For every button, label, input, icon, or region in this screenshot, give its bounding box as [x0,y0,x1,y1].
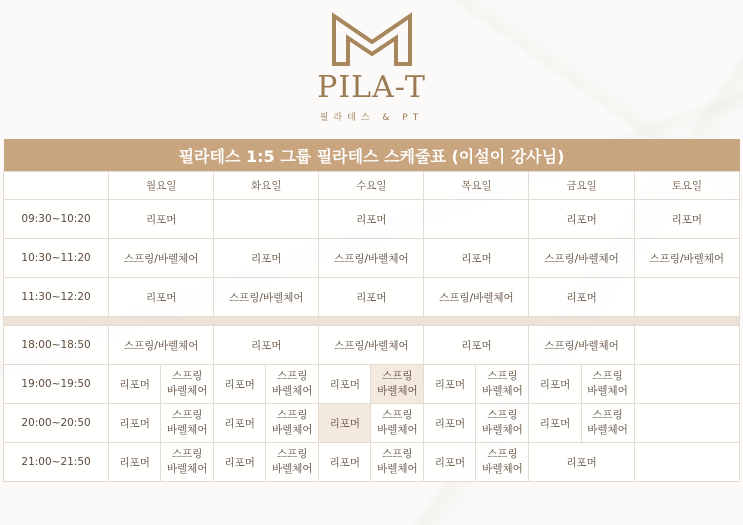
class-cell: 스프링/바렐체어 [424,278,529,317]
class-cell: 스프링/바렐체어 [634,239,739,278]
class-cell: 스프링/바렐체어 [529,239,634,278]
class-cell [476,443,529,482]
class-cell: 리포머 [214,404,266,443]
class-cell [266,443,319,482]
class-cell: 리포머 [529,443,634,482]
class-label: 스프링 바렐체어 [482,448,523,475]
time-cell: 10:30~11:20 [4,239,109,278]
class-cell: 리포머 [109,404,161,443]
table-row [4,239,740,278]
class-label: 스프링 바렐체어 [377,409,418,436]
class-cell: 리포머 [529,365,581,404]
class-cell [634,278,739,317]
table-row [4,326,740,365]
class-label: 스프링 바렐체어 [271,409,313,436]
class-cell: 리포머 [109,278,214,317]
time-cell: 21:00~21:50 [4,443,109,482]
day-wednesday: 수요일 [319,172,424,200]
class-cell: 리포머 [634,200,739,239]
class-label: 스프링 바렐체어 [482,370,523,397]
bowtie-logo-icon [330,12,414,68]
day-thursday: 목요일 [424,172,529,200]
class-cell: 스프링/바렐체어 [109,326,214,365]
class-cell: 리포머 [214,326,319,365]
class-cell [581,365,634,404]
class-cell [371,404,424,443]
class-cell: 스프링/바렐체어 [214,278,319,317]
class-cell: 리포머 [424,443,476,482]
class-label: 스프링 바렐체어 [166,370,208,397]
time-cell: 20:00~20:50 [4,404,109,443]
class-cell [634,326,739,365]
class-cell: 리포머 [109,443,161,482]
class-cell: 스프링/바렐체어 [109,239,214,278]
day-friday: 금요일 [529,172,634,200]
class-label: 스프링 바렐체어 [587,370,628,397]
class-cell [476,365,529,404]
class-cell: 리포머 [529,278,634,317]
table-row [4,200,740,239]
class-label: 스프링 바렐체어 [166,409,208,436]
class-cell [634,365,739,404]
title-row [4,139,740,172]
class-cell [476,404,529,443]
class-cell: 리포머 [214,443,266,482]
break-separator-row [4,317,740,326]
class-label: 스프링 바렐체어 [166,448,208,475]
class-cell: 스프링/바렐체어 [319,239,424,278]
day-saturday: 토요일 [634,172,739,200]
class-cell [634,404,739,443]
class-cell: 리포머 [424,404,476,443]
class-cell [161,404,214,443]
class-label: 스프링 바렐체어 [377,448,418,475]
class-cell-highlighted: 리포머 [319,404,371,443]
time-cell: 18:00~18:50 [4,326,109,365]
class-cell [266,404,319,443]
class-cell [371,443,424,482]
class-cell: 리포머 [529,200,634,239]
class-cell: 리포머 [109,200,214,239]
day-header-row [4,172,740,200]
class-cell [424,200,529,239]
time-cell: 09:30~10:20 [4,200,109,239]
break-separator [4,317,740,326]
time-cell: 19:00~19:50 [4,365,109,404]
class-cell [266,365,319,404]
class-cell: 리포머 [109,365,161,404]
class-cell [161,365,214,404]
class-label: 스프링 바렐체어 [271,370,313,397]
corner-cell [4,172,109,200]
class-cell [634,443,739,482]
class-cell: 리포머 [319,443,371,482]
class-cell: 리포머 [214,239,319,278]
class-cell [214,200,319,239]
class-cell [581,404,634,443]
class-cell: 리포머 [424,239,529,278]
class-cell: 리포머 [214,365,266,404]
time-cell: 11:30~12:20 [4,278,109,317]
class-label: 스프링 바렐체어 [377,370,418,397]
class-cell [161,443,214,482]
brand-name: PILA-T [317,70,426,105]
class-label: 스프링 바렐체어 [271,448,313,475]
table-row [4,278,740,317]
class-cell: 리포머 [424,365,476,404]
class-cell: 스프링/바렐체어 [529,326,634,365]
day-monday: 월요일 [109,172,214,200]
day-tuesday: 화요일 [214,172,319,200]
class-label: 스프링 바렐체어 [482,409,523,436]
class-cell: 리포머 [319,200,424,239]
class-cell: 리포머 [529,404,581,443]
class-cell: 스프링/바렐체어 [319,326,424,365]
class-cell: 리포머 [319,278,424,317]
class-cell: 리포머 [319,365,371,404]
schedule-title: 필라테스 1:5 그룹 필라테스 스케줄표 (이설이 강사님) [4,139,740,172]
class-cell: 리포머 [424,326,529,365]
table-row [4,404,740,443]
class-label: 스프링 바렐체어 [587,409,628,436]
brand-subtitle: 필라테스 & PT [319,113,424,123]
schedule-table [3,139,740,482]
table-row [4,443,740,482]
table-row [4,365,740,404]
class-cell-highlighted [371,365,424,404]
logo [0,0,743,130]
